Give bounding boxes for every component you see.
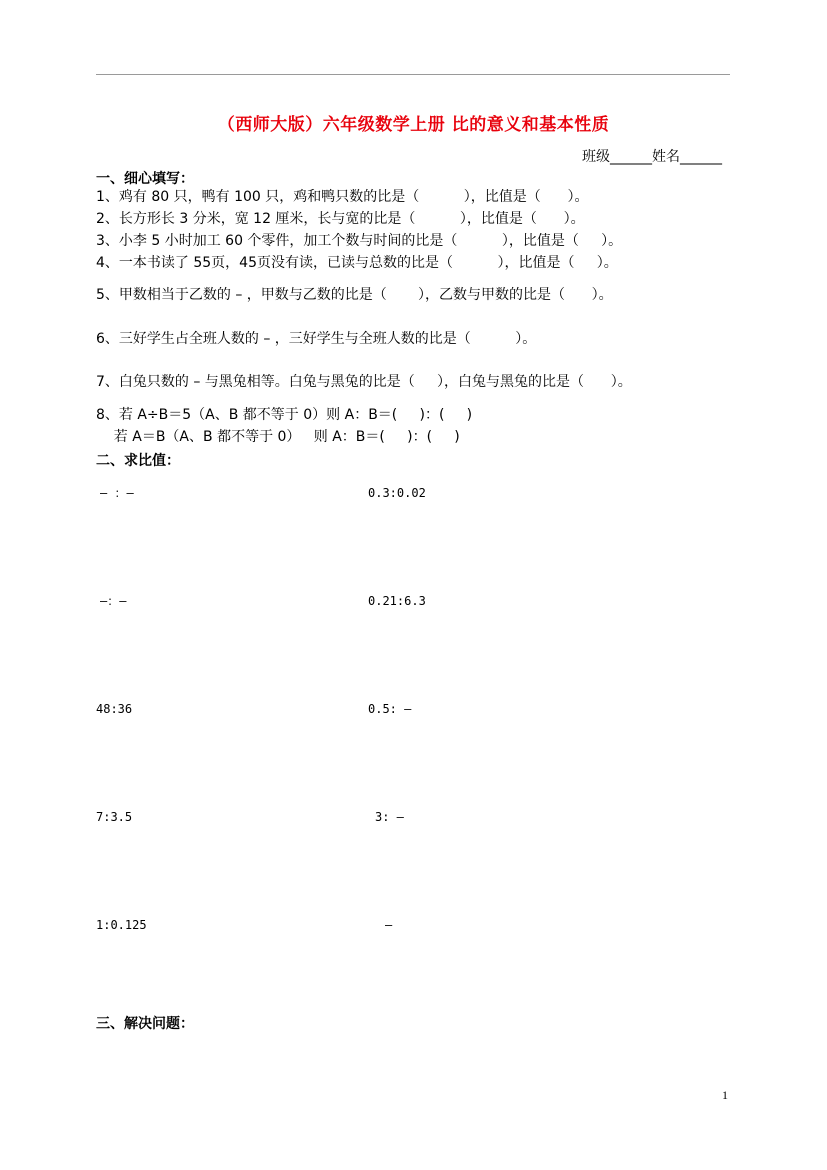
question-8a: 8、若 A÷B＝5（A、B 都不等于 0）则 A：B＝( )：( ) (96, 407, 473, 423)
header-rule (96, 74, 730, 75)
section1-heading: 一、细心填写： (96, 171, 194, 187)
section3-heading: 三、解决问题： (96, 1016, 194, 1032)
question-8b: 若 A＝B（A、B 都不等于 0） 则 A：B＝( )：( ) (96, 429, 460, 445)
ratio-item: 3: — (375, 810, 404, 824)
question-2: 2、长方形长 3 分米，宽 12 厘米，长与宽的比是（ ），比值是（ ）。 (96, 211, 585, 227)
class-name-line: 班级______姓名______ (582, 149, 722, 165)
ratio-item: —：— (100, 594, 127, 608)
section2-heading: 二、求比值： (96, 453, 180, 469)
ratio-item: 0.3:0.02 (368, 486, 426, 500)
ratio-item: 0.5: – (368, 702, 412, 716)
ratio-item: — (385, 918, 393, 932)
ratio-item: 1:0.125 (96, 918, 147, 932)
question-1: 1、鸡有 80 只，鸭有 100 只，鸡和鸭只数的比是（ ），比值是（ ）。 (96, 189, 589, 205)
question-3: 3、小李 5 小时加工 60 个零件，加工个数与时间的比是（ ），比值是（ ）。 (96, 233, 623, 249)
question-5: 5、甲数相当于乙数的 – ，甲数与乙数的比是（ ），乙数与甲数的比是（ ）。 (96, 287, 613, 303)
ratio-item: 48:36 (96, 702, 133, 716)
ratio-item: 7:3.5 (96, 810, 133, 824)
ratio-item: – ：– (100, 486, 134, 500)
question-6: 6、三好学生占全班人数的 – ，三好学生与全班人数的比是（ ）。 (96, 331, 537, 347)
page-number: 1 (722, 1088, 728, 1102)
question-7: 7、白兔只数的 – 与黑兔相等。白兔与黑兔的比是（ ），白兔与黑兔的比是（ ）。 (96, 374, 632, 390)
ratio-item: 0.21:6.3 (368, 594, 426, 608)
page-title: （西师大版）六年级数学上册 比的意义和基本性质 (217, 115, 610, 135)
question-4: 4、一本书读了 55页，45页没有读，已读与总数的比是（ ），比值是（ ）。 (96, 255, 618, 271)
